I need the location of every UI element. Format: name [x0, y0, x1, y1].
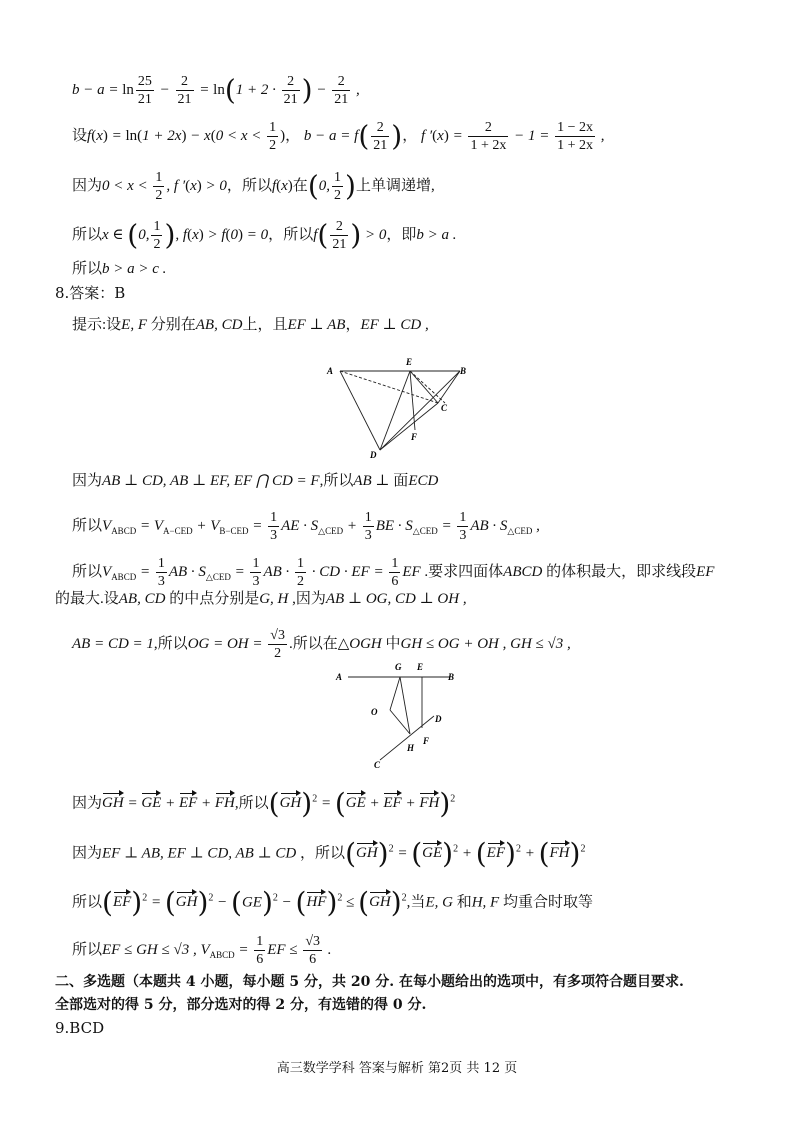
line-hint: 提示:设E, F 分别在AB, CD上，且EF ⊥ AB，EF ⊥ CD , [72, 317, 429, 333]
text-zuida: 的最大.设 [55, 591, 119, 607]
text-suoyi: 所以 [72, 226, 103, 243]
fig2-label-c: C [374, 760, 381, 770]
text-zai: 在 [292, 177, 308, 194]
text-mian: ,所以 [153, 635, 188, 652]
text-suoyi: 所以 [72, 894, 103, 911]
text-yinwei: 因为 [72, 177, 103, 194]
text-yinwei2: ,因为 [292, 591, 326, 607]
fig2-label-o: O [371, 707, 378, 717]
page-footer: 高三数学学科 答案与解析 第2页 共 12 页 [276, 1061, 518, 1076]
text-zhong: 中 [385, 635, 401, 652]
fig1-label-c: C [441, 403, 448, 413]
text-mian: ,所以 [234, 795, 269, 812]
line-result-order: 所以b > a > c . [72, 261, 167, 277]
text-dang: ,当 [406, 894, 426, 911]
text-suoyi: 所以 [72, 517, 103, 534]
text-tijizuida: 的体积最大，即求线段 [546, 563, 697, 580]
figure-tetrahedron [320, 354, 480, 458]
text-comma: ， [285, 127, 301, 144]
text-he: 和 [456, 894, 472, 911]
line-vector-inequality: 所以(EF)$^2$ = (GH)$^2$ − (GE)$^2$ − (HF)$^2$ ≤ (GH)$^2$,当E, G 和H, F 均重合时取等 [72, 886, 593, 919]
fig1-label-e: E [406, 357, 413, 367]
fig2-label-h: H [407, 743, 415, 753]
section-heading-line-1: 二、多选题（本题共 4 小题，每小题 5 分，共 20 分. 在每小题给出的选项中，有多项符合题目要求. [55, 974, 684, 990]
line-midpoints: 的最大.设AB, CD 的中点分别是G, H ,因为AB ⊥ OG, CD ⊥ OH , [55, 591, 467, 607]
text-comma: ， [386, 226, 402, 243]
text-comma: ， [402, 127, 418, 144]
text-yinwei: 因为 [72, 473, 103, 489]
line-og-oh: AB = CD = 1,所以OG = OH = $\frac{√3}{2}$ .所以在△OGH 中GH ≤ OG + OH , GH ≤ √3 , [72, 628, 571, 661]
line-perpendicular: 因为AB ⊥ CD, AB ⊥ EF, EF ⋂ CD = F,所以AB ⊥ 面ECD [72, 473, 439, 489]
fig2-label-f: F [423, 736, 430, 746]
text-suoyi: 所以 [72, 941, 103, 958]
line-volume-1: 所以$V_{ABCD} = V_{A-CED} + V_{B-CED}$ = $\frac{1}{3}$ AE · $S_{\triangle CED}$ + $\frac{1}{3}$ BE · $S_{\triangle CED}$ = $\frac{1}{3}$ AB · $S_{\triangle CED}$ , [72, 510, 540, 543]
text-comma: ， [226, 177, 242, 194]
text-increasing: 上单调递增, [355, 177, 435, 194]
text-fenbiezai: 分别在 [150, 317, 196, 333]
text-suoyi: 所以 [72, 261, 103, 277]
text-she: 设 [72, 127, 88, 144]
text-suoyi: 所以 [283, 226, 314, 243]
line-vector-square: 因为EF ⊥ AB, EF ⊥ CD, AB ⊥ CD ，所以(GH)$^2$ = (GE)$^2$ + (EF)$^2$ + (FH)$^2$ [72, 837, 586, 870]
figure-midpoints [334, 660, 464, 772]
line-final-volume: 所以EF ≤ GH ≤ √3 , $V_{ABCD}$ = $\frac{1}{6}$ EF ≤ $\frac{√3}{6}$ . [72, 934, 332, 967]
fig2-label-g: G [395, 662, 402, 672]
answer-9: 9.BCD [55, 1019, 105, 1037]
text-tishi: 提示:设 [72, 317, 122, 333]
fig2-label-e: E [417, 662, 424, 672]
fig2-label-b: B [448, 672, 455, 682]
text-comma: ， [268, 226, 284, 243]
text-yinwei: 因为 [72, 795, 103, 812]
text-shang-qie: 上，且 [242, 317, 288, 333]
text-junchonghe: 均重合时取等 [502, 894, 593, 911]
line-vector-sum: 因为GH = GE + EF + FH,所以(GH)$^2$ = (GE + EF + FH)$^2$ [72, 787, 456, 820]
text-suoyizai: .所以在 [288, 635, 338, 652]
text-suoyi: 所以 [72, 563, 103, 580]
text-comma: ， [345, 317, 361, 333]
fig1-label-a: A [327, 366, 334, 376]
text-suoyi: 所以 [241, 177, 272, 194]
fig2-label-d: D [435, 714, 442, 724]
fig2-label-a: A [336, 672, 343, 682]
text-ji: 即 [401, 226, 417, 243]
section-heading-line-2: 全部选对的得 5 分，部分选对的得 2 分，有选错的得 0 分. [55, 997, 427, 1013]
text-mian: ,所以 [319, 473, 354, 489]
text-yinwei: 因为 [72, 845, 103, 862]
text-zhongdian: 的中点分别是 [169, 591, 260, 607]
fig1-label-b: B [460, 366, 467, 376]
line-conclusion-fx: 所以x ∈ (0, $\frac{1}{2}$ ), f(x) > f(0) = 0，所以f( $\frac{2}{21}$ ) > 0，即b > a . [72, 218, 457, 252]
line-b-minus-a: b − a = ln $\frac{25}{21}$ − $\frac{2}{21}$ = ln(1 + 2 · $\frac{2}{21}$ ) − $\frac{2}{21}$ , [72, 73, 360, 107]
line-monotonic: 因为0 < x < $\frac{1}{2}$ , f ′(x) > 0，所以f(x)在(0, $\frac{1}{2}$ )上单调递增, [72, 169, 435, 203]
line-volume-2: 所以$V_{ABCD}$ = $\frac{1}{3}$ AB · $S_{\triangle CED}$ = $\frac{1}{3}$ AB · $\frac{1}{2}$ · CD · EF = $\frac{1}{6}$ EF .要求四面体ABCD 的体积最大，即求线段EF [72, 556, 715, 589]
fig1-label-f: F [411, 432, 418, 442]
text-comma: ， [300, 845, 316, 862]
line-define-f: 设f(x) = ln(1 + 2x) − x(0 < x < $\frac{1}{2}$ )， b − a = f( $\frac{2}{21}$ )， f ′(x) = $\frac{2}{1 + 2x}$ − 1 = $\frac{1 - 2x}{1 + 2x}$ , [72, 119, 605, 153]
text-mian2: 面 [393, 473, 409, 489]
text-yaoqiu: .要求四面体 [424, 563, 504, 580]
fig1-label-d: D [370, 450, 377, 458]
text-suoyi: 所以 [315, 845, 346, 862]
answer-8: 8.答案：B [55, 284, 126, 302]
